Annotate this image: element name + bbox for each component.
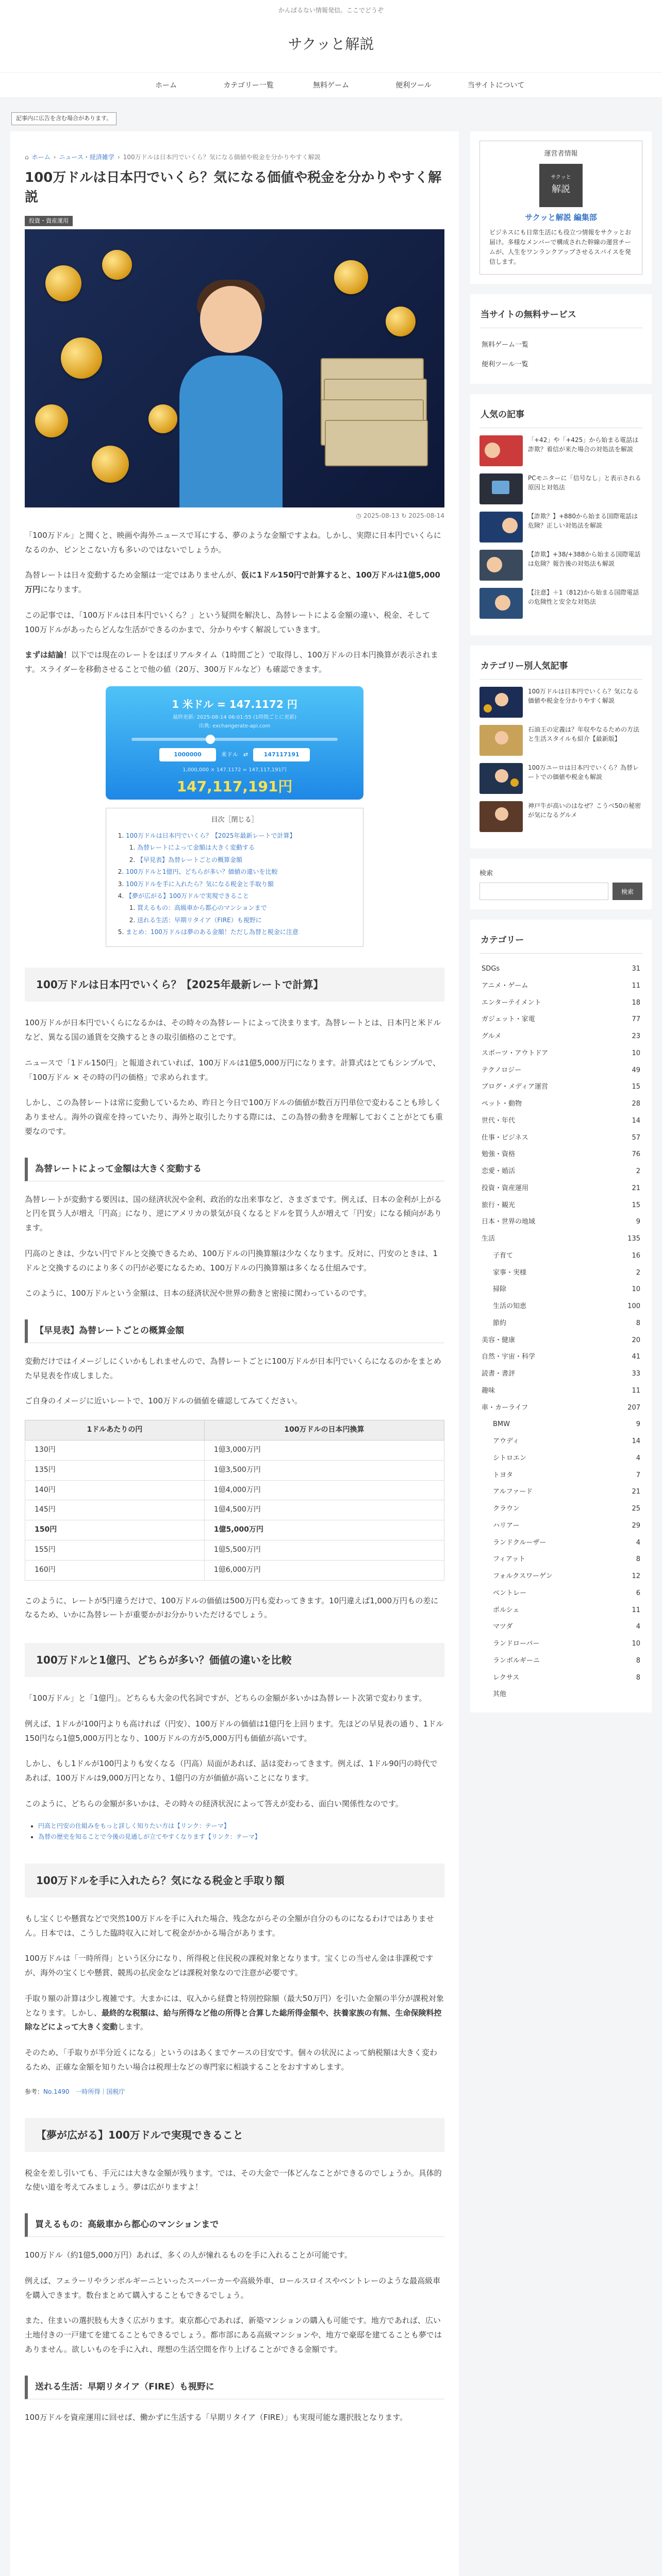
body-paragraph: 円高のときは、少ない円でドルと交換できるため、100万ドルの円換算額は少なくなります。反対に、円安のときは、1ドルと交換するのにより多くの円が必要になるため、100万ドルの円換算額は多くなる仕組みです。: [25, 1248, 438, 1273]
table-row: 155円 1億5,500万円: [25, 1540, 444, 1561]
category-count: 57: [632, 1133, 640, 1142]
category-count: 4: [636, 1623, 640, 1631]
swap-icon: ⇄: [243, 751, 249, 758]
category-link[interactable]: [479, 1011, 642, 1028]
category-name: グルメ: [482, 1032, 502, 1041]
reference: 参考：No.1490 一時所得｜国税庁: [25, 2088, 125, 2095]
popular-widget: [470, 394, 652, 635]
category-count: 76: [632, 1150, 640, 1159]
category-name: 掃除: [493, 1285, 507, 1294]
subcategory-link[interactable]: [479, 1636, 642, 1653]
table-row: 150円 1億5,000万円: [25, 1520, 444, 1540]
popular-article[interactable]: 【詐欺？】+880から始まる国際電話は危険？正しい対処法を解説: [479, 512, 642, 543]
section-heading: 100万ドルは日本円でいくら？【2025年最新レートで計算】: [25, 968, 444, 1002]
ad-notice: 記事内に広告を含む場合があります。: [11, 112, 117, 125]
body-paragraph: しかし、もし1ドルが100円よりも安くなる（円高）局面があれば、話は変わってきます。例えば、1ドル90円の時代であれば、100万ドルは9,000万円となり、1億円の方が価値が高いことになります。: [25, 1759, 438, 1783]
subcategory-link[interactable]: [479, 1686, 642, 1703]
category-count: 25: [632, 1505, 640, 1513]
currency-calculator: [106, 686, 363, 800]
category-count: 6: [636, 1589, 640, 1597]
breadcrumb: [25, 152, 444, 162]
body-paragraph: ご自身のイメージに近いレートで、100万ドルの価値を確認してみてください。: [25, 1396, 302, 1406]
category-name: 旅行・観光: [482, 1201, 516, 1209]
updated-date: 2025-08-14: [408, 512, 444, 520]
category-name: シトロエン: [493, 1454, 527, 1462]
category-name: トヨタ: [493, 1471, 514, 1479]
category-name: 仕事・ビジネス: [482, 1133, 528, 1142]
category-link[interactable]: [479, 1231, 642, 1248]
category-count: 10: [632, 1640, 640, 1648]
subcategory-link[interactable]: [479, 1619, 642, 1636]
category-name: 子育て: [493, 1251, 514, 1260]
category-name: 投資・資産運用: [482, 1184, 529, 1192]
section-heading: 100万ドルと1億円、どちらが多い？価値の違いを比較: [25, 1643, 444, 1677]
subcategory-link[interactable]: [479, 1568, 642, 1585]
category-count: 7: [636, 1471, 640, 1479]
category-count: 8: [636, 1319, 640, 1327]
body-paragraph: 為替レートが変動する要因は、国の経済状況や金利、政治的な出来事など、さまざまです。例えば、日本の金利が上がると円を買う人が増え「円高」になり、逆にアメリカの景気が良くなるとドルを買う人が増えて「円安」になる傾向があります。: [25, 1194, 442, 1233]
body-paragraph: このように、どちらの金額が多いかは、その時々の経済状況によって答えが変わる、面白い関係性なのです。: [25, 1799, 403, 1808]
subcategory-link[interactable]: [479, 1248, 642, 1265]
category-count: 21: [632, 1184, 640, 1192]
toc-title[interactable]: 目次［閉じる］: [211, 816, 258, 824]
category-name: テクノロジー: [482, 1066, 522, 1074]
category-name: エンターテイメント: [482, 998, 541, 1007]
search-label: 検索: [479, 870, 493, 878]
category-count: 4: [636, 1454, 640, 1462]
category-name: アニメ・ゲーム: [482, 981, 528, 990]
category-name: ハリアー: [493, 1521, 520, 1530]
subcategory-link[interactable]: [479, 1416, 642, 1433]
body-paragraph: 「100万ドル」と「1億円」。どちらも大金の代名詞ですが、どちらの金額が多いかは為替レート次第で変わります。: [25, 1693, 427, 1703]
body-paragraph: 手取り額の計算は少し複雑です。大まかには、収入から経費と特別控除額（最大50万円）を引いた金額の半分が課税対象となります。しかし、最終的な税額は、給与所得など他の所得と合算した総所得金額や、扶養家族の有無、生命保険料控除などによって大きく変動します。: [25, 1993, 444, 2032]
category-count: 18: [632, 998, 640, 1007]
category-count: 8: [636, 1656, 640, 1665]
category-name: スポーツ・アウトドア: [482, 1049, 549, 1057]
category-link[interactable]: [479, 1349, 642, 1366]
toc-link[interactable]: 100万ドルを手に入れたら？気になる税金と手取り額: [126, 880, 274, 888]
subcategory-link[interactable]: [479, 1653, 642, 1670]
category-count: 33: [632, 1370, 640, 1378]
rate-table: [25, 1420, 444, 1580]
category-name: 趣味: [482, 1386, 495, 1395]
category-name: 節約: [493, 1319, 507, 1327]
category-link[interactable]: [479, 1214, 642, 1231]
profile-widget: [470, 131, 652, 284]
jpy-output[interactable]: 147117191: [253, 748, 310, 761]
article-thumbnail: [479, 473, 523, 504]
category-count: 2: [636, 1268, 640, 1277]
nav-home[interactable]: ホーム: [155, 81, 177, 90]
profile-name[interactable]: サクッと解説 編集部: [525, 213, 597, 223]
category-name: ペット・動物: [482, 1100, 522, 1108]
subcategory-link[interactable]: [479, 1670, 642, 1687]
category-count: 207: [627, 1403, 640, 1412]
search-widget: [470, 859, 652, 909]
category-count: 31: [632, 965, 640, 973]
category-name: ブログ・メディア運営: [482, 1083, 548, 1091]
category-count: 77: [632, 1015, 640, 1024]
article-thumbnail: [479, 550, 523, 581]
usd-input[interactable]: 1000000: [159, 748, 216, 761]
intro-paragraph: 「100万ドル」と聞くと、映画や海外ニュースで耳にする、夢のような金額ですよね。しかし、実際に日本円でいくらになるのか、ピンとこない方も多いのではないでしょうか。: [25, 530, 441, 554]
subsection-heading: 【早見表】為替レートごとの概算金額: [25, 1319, 444, 1343]
category-count: 14: [632, 1116, 640, 1125]
slider-knob[interactable]: [206, 735, 215, 744]
table-row: 140円 1億4,000万円: [25, 1480, 444, 1500]
subcategory-link[interactable]: [479, 1315, 642, 1332]
category-link[interactable]: [479, 1197, 642, 1214]
category-name: SDGs: [482, 965, 500, 973]
category-count: 23: [632, 1032, 640, 1041]
category-name: ランドローバー: [493, 1640, 540, 1648]
category-link[interactable]: [479, 1045, 642, 1062]
category-link[interactable]: [479, 1400, 642, 1417]
category-name: 美容・健康: [482, 1336, 516, 1344]
category-count: 15: [632, 1083, 640, 1091]
category-name: 其他: [493, 1690, 507, 1699]
category-count: 20: [632, 1336, 640, 1344]
service-link[interactable]: 無料ゲーム一覧: [482, 341, 529, 349]
main-content: [10, 131, 459, 2576]
article-thumbnail: [479, 588, 523, 619]
body-paragraph: 例えば、フェラーリやランボルギーニといったスーパーカーや高級外車、ロールスロイスやベントレーのような最高級車を購入できます。数台まとめて購入することもできるでしょう。: [25, 2276, 441, 2300]
body-paragraph: 100万ドルが日本円でいくらになるかは、その時々の為替レートによって決まります。為替レートとは、日本円と米ドルなど、異なる国の通貨を交換するときの取引価格のことです。: [25, 1018, 441, 1042]
clock-icon: ◷: [356, 512, 361, 520]
category-link[interactable]: [479, 1180, 642, 1197]
body-paragraph: 100万ドルを資産運用に回せば、働かずに生活する「早期リタイア（FIRE）」も実現可能な選択肢となります。: [25, 2412, 408, 2422]
category-link[interactable]: [479, 1366, 642, 1383]
subcategory-link[interactable]: [479, 1281, 642, 1298]
site-header: [0, 0, 662, 98]
category-count: 100: [627, 1302, 640, 1311]
category-name: レクサス: [493, 1673, 520, 1682]
category-name: クラウン: [493, 1505, 520, 1513]
eyecatch-image: [25, 229, 444, 507]
category-count: 21: [632, 1488, 640, 1496]
widget-title: カテゴリー: [479, 929, 642, 954]
table-row: 130円 1億3,000万円: [25, 1440, 444, 1461]
refresh-icon: ↻: [401, 512, 407, 520]
subcategory-link[interactable]: [479, 1467, 642, 1484]
category-link[interactable]: [479, 1028, 642, 1045]
category-name: 日本・世界の地域: [482, 1218, 536, 1226]
category-link[interactable]: [479, 1113, 642, 1130]
intro-paragraph: この記事では、「100万ドルは日本円でいくら？」という疑問を解決し、為替レートによる金額の違い、税金、そして100万ドルがあったらどんな生活ができるのかまで、分かりやすく解説していきます。: [25, 610, 431, 634]
category-popular-article[interactable]: 神戸牛が高いのはなぜ？こうべ50の秘密が気になるグルメ: [479, 801, 642, 832]
search-input[interactable]: [479, 883, 608, 900]
related-link[interactable]: 円高と円安の仕組みをもっと詳しく知りたい方は【リンク：テーマ】: [38, 1822, 230, 1829]
intro-paragraph: まずは結論！以下では現在のレートをほぼリアルタイム（1時間ごと）で取得し、100万ドルの日本円換算が表示されます。スライダーを移動させることで他の値（20万、300万ドルなど）も確認できます。: [25, 650, 438, 674]
category-name: 勉強・資格: [482, 1150, 516, 1159]
breadcrumb-home[interactable]: ホーム: [31, 154, 51, 161]
subcategory-link[interactable]: [479, 1298, 642, 1315]
category-count: 9: [636, 1420, 640, 1429]
category-name: ランボルギーニ: [493, 1656, 540, 1665]
published-date: 2025-08-13: [363, 512, 400, 520]
subcategory-link[interactable]: [479, 1484, 642, 1501]
nav-tools[interactable]: 便利ツール: [395, 81, 432, 90]
body-paragraph: もし宝くじや懸賞などで突然100万ドルを手に入れた場合、残念ながらその全額が自分のものになるわけではありません。日本では、こうした臨時収入に対して税金がかかる場合があります。: [25, 1913, 434, 1938]
services-widget: [470, 294, 652, 384]
category-name: 車・カーライフ: [482, 1403, 528, 1412]
banknotes-illustration: [321, 358, 429, 477]
body-paragraph: このように、100万ドルという金額は、日本の経済状況や世界の動きと密接に関わっているのです。: [25, 1289, 372, 1298]
subcategory-link[interactable]: [479, 1535, 642, 1552]
article-thumbnail: [479, 801, 523, 832]
chevron-right-icon: ›: [53, 154, 56, 161]
subcategory-link[interactable]: [479, 1551, 642, 1568]
body-paragraph: そのため、「手取りが半分近くになる」というのはあくまでケースの目安です。個々の状況によって納税額は大きく変わるため、正確な金額を知りたい場合は税理士などの専門家に相談することをおすすめします。: [25, 2048, 437, 2072]
category-count: 16: [632, 1251, 640, 1260]
body-paragraph: 100万ドルは「一時所得」という区分になり、所得税と住民税の課税対象となります。宝くじの当せん金は非課税ですが、海外の宝くじや懸賞、競馬の払戻金などは課税対象なので注意が必要です。: [25, 1954, 434, 1978]
home-icon: ⌂: [25, 154, 29, 161]
site-tagline: かんぱるない情報発信。ここでどうぞ: [278, 7, 384, 14]
category-name: アルファード: [493, 1488, 533, 1496]
subsection-heading: 送れる生活：早期リタイア（FIRE）も視野に: [25, 2376, 444, 2399]
calc-formula: 1,000,000 × 147.1172 = 147,117,191円: [183, 767, 287, 773]
related-link[interactable]: 為替の歴史を知ることで今後の見通しが立てやすくなります【リンク：テーマ】: [38, 1833, 261, 1841]
category-link[interactable]: [479, 1146, 642, 1163]
category-count: 11: [632, 981, 640, 990]
body-paragraph: 変動だけではイメージしにくいかもしれませんので、為替レートごとに100万ドルが日本円でいくらになるのかをまとめた早見表を作成しました。: [25, 1356, 441, 1380]
article-thumbnail: [479, 687, 523, 718]
category-badge[interactable]: 投資・資産運用: [25, 216, 73, 227]
category-name: マツダ: [493, 1623, 513, 1631]
section-heading: 100万ドルを手に入れたら？気になる税金と手取り額: [25, 1863, 444, 1897]
category-link[interactable]: [479, 1096, 642, 1113]
article-thumbnail: [479, 435, 523, 466]
category-link[interactable]: [479, 995, 642, 1012]
calc-result: 147,117,191円: [176, 777, 293, 795]
category-count: 10: [632, 1049, 640, 1057]
subcategory-link[interactable]: [479, 1433, 642, 1450]
category-name: 世代・年代: [482, 1116, 516, 1125]
category-popular-article[interactable]: 100万ユーロは日本円でいくら？為替レートでの価値や税金も解説: [479, 763, 642, 794]
popular-article[interactable]: 「+42」や「+425」から始まる電話は詐欺？着信が来た場合の対処法を解説: [479, 435, 642, 466]
category-count: 14: [632, 1437, 640, 1446]
popular-article[interactable]: 【注意】＋1（812)から始まる国際電話の危険性と安全な対処法: [479, 588, 642, 619]
usd-unit: 米ドル: [221, 751, 238, 758]
body-paragraph: また、住まいの選択肢も大きく広がります。東京都心であれば、新築マンションの購入も可能です。地方であれば、広い土地付きの一戸建てを建てることもできるでしょう。都市部にある高級マンションや、地方で豪邸を建てることも夢ではありません。欲しいものを手に入れ、理想の生活空間を作り上げることができる金額です。: [25, 2316, 442, 2354]
category-count: 11: [632, 1606, 640, 1614]
body-paragraph: しかし、この為替レートは常に変動しているため、昨日と今日で100万ドルの価値が数百万円単位で変わることも珍しくありません。海外の資産を持っていたり、海外と取引したりする際には、この為替の動きを理解しておくことがとても重要なのです。: [25, 1098, 443, 1136]
category-name: 自然・宇宙・科学: [482, 1353, 536, 1361]
category-popular-article[interactable]: 石油王の定義は？年収やなるための方法と生活スタイルも紹介【最新版】: [479, 725, 642, 756]
category-link[interactable]: [479, 1079, 642, 1096]
toc-link[interactable]: 100万ドルと1億円、どちらが多い？価値の違いを比較: [126, 868, 278, 876]
nav-about[interactable]: 当サイトについて: [467, 81, 525, 90]
widget-title: カテゴリー別人気記事: [479, 655, 642, 680]
category-link[interactable]: [479, 1163, 642, 1180]
category-name: 生活の知恵: [493, 1302, 527, 1311]
category-link[interactable]: [479, 1332, 642, 1349]
category-count: 12: [632, 1572, 640, 1581]
body-paragraph: ニュースで「1ドル150円」と報道されていれば、100万ドルは1億5,000万円になります。計算式はとてもシンプルで、「100万ドル × その時の円の価格」で求められます。: [25, 1058, 441, 1082]
category-link[interactable]: [479, 1062, 642, 1079]
table-row: 160円 1億6,000万円: [25, 1560, 444, 1580]
category-name: 恋愛・婚活: [482, 1167, 516, 1176]
category-count: 41: [632, 1353, 640, 1361]
table-header: 1ドルあたりの円: [25, 1420, 205, 1440]
profile-avatar: サクッと 解説: [539, 164, 583, 207]
category-name: フィアット: [493, 1555, 526, 1564]
body-paragraph: 例えば、1ドルが100円よりも高ければ（円安）、100万ドルの価値は1億円を上回ります。先ほどの早見表の通り、1ドル150円なら1億5,000万円となり、100万ドルの方が5,000万円も価値が高いです。: [25, 1719, 444, 1743]
subcategory-link[interactable]: [479, 1602, 642, 1619]
toc-link[interactable]: 買えるもの：高級車から都心のマンションまで: [137, 904, 267, 912]
article-thumbnail: [479, 763, 523, 794]
category-count: 8: [636, 1555, 640, 1564]
subsection-heading: 為替レートによって金額は大きく変動する: [25, 1158, 444, 1181]
popular-article[interactable]: PCモニターに「信号なし」と表示される原因と対処法: [479, 473, 642, 504]
category-count: 135: [627, 1235, 640, 1243]
table-row: 135円 1億3,500万円: [25, 1460, 444, 1480]
toc-link[interactable]: まとめ：100万ドルは夢のある金額！ただし為替と税金に注意: [126, 928, 299, 936]
reference-link[interactable]: No.1490 一時所得｜国税庁: [43, 2088, 125, 2095]
category-popular-article[interactable]: 100万ドルは日本円でいくら？気になる価値や税金を分かりやすく解説: [479, 687, 642, 718]
profile-heading: 運営者情報: [544, 150, 578, 158]
category-popular-widget: [470, 646, 652, 849]
subcategory-link[interactable]: [479, 1518, 642, 1535]
table-row: 145円 1億4,500万円: [25, 1500, 444, 1520]
subcategory-link[interactable]: [479, 1450, 642, 1467]
category-count: 15: [632, 1201, 640, 1209]
category-count: 8: [636, 1673, 640, 1682]
section-heading: 【夢が広がる】100万ドルで実現できること: [25, 2118, 444, 2152]
breadcrumb-category[interactable]: ニュース・経済雑学: [59, 154, 114, 161]
category-link[interactable]: [479, 1383, 642, 1400]
widget-title: 当サイトの無料サービス: [479, 303, 642, 328]
amount-slider[interactable]: [131, 738, 338, 741]
nav-categories[interactable]: カテゴリー一覧: [223, 81, 274, 90]
rate-updated: 最終更新: 2025-08-14 06:01:55 (1時間ごとに更新): [172, 714, 297, 720]
category-count: 4: [636, 1538, 640, 1547]
service-link[interactable]: 便利ツール一覧: [482, 361, 528, 369]
category-count: 11: [632, 1386, 640, 1395]
chevron-right-icon: ›: [117, 154, 120, 161]
category-name: フォルクスワーゲン: [493, 1572, 553, 1581]
subsection-heading: 買えるもの：高級車から都心のマンションまで: [25, 2213, 444, 2237]
toc-link[interactable]: 100万ドルは日本円でいくら？【2025年最新レートで計算】: [126, 832, 296, 839]
exchange-rate: 1 米ドル = 147.1172 円: [172, 698, 297, 710]
category-count: 9: [636, 1218, 640, 1226]
categories-widget: [470, 920, 652, 1713]
toc-link[interactable]: 【早見表】為替レートごとの概算金額: [137, 856, 243, 863]
toc-link[interactable]: 為替レートによって金額は大きく変動する: [137, 844, 255, 852]
category-name: ポルシェ: [493, 1606, 520, 1614]
category-link[interactable]: [479, 961, 642, 978]
category-name: BMW: [493, 1420, 510, 1429]
category-count: 49: [632, 1066, 640, 1074]
breadcrumb-current: 100万ドルは日本円でいくら？気になる価値や税金を分かりやすく解説: [123, 154, 321, 161]
subcategory-link[interactable]: [479, 1501, 642, 1518]
article-title: 100万ドルは日本円でいくら？気になる価値や税金を分かりやすく解説: [25, 170, 442, 206]
article-thumbnail: [479, 725, 523, 756]
category-count: 29: [632, 1521, 640, 1530]
global-nav: [0, 72, 662, 98]
category-link[interactable]: [479, 1130, 642, 1147]
site-title[interactable]: サクッと解説: [288, 36, 374, 53]
category-link[interactable]: [479, 978, 642, 995]
article-thumbnail: [479, 512, 523, 543]
nav-free-games[interactable]: 無料ゲーム: [313, 81, 349, 90]
search-button[interactable]: 検索: [613, 883, 642, 900]
post-dates: [25, 511, 444, 521]
subcategory-link[interactable]: [479, 1585, 642, 1602]
category-count: 28: [632, 1100, 640, 1108]
category-name: ベントレー: [493, 1589, 527, 1597]
rate-source: 出典: exchangerate-api.com: [198, 723, 271, 729]
body-paragraph: 100万ドル（約1億5,000万円）あれば、多くの人が憧れるものを手に入れることが可能です。: [25, 2250, 352, 2260]
intro-paragraph: 為替レートは日々変動するため金額は一定ではありませんが、仮に1ドル150円で計算すると、100万ドルは1億5,000万円になります。: [25, 570, 440, 595]
body-paragraph: 税金を差し引いても、手元には大きな金額が残ります。では、その大金で一体どんなことができるのでしょうか。具体的な使い道を考えてみましょう。夢は広がりますよ！: [25, 2168, 442, 2192]
category-name: 読書・書評: [482, 1370, 516, 1378]
table-of-contents: [106, 808, 363, 947]
category-name: 家事・実様: [493, 1268, 527, 1277]
category-count: 10: [632, 1285, 640, 1294]
person-illustration: [179, 286, 283, 502]
related-links: [38, 1821, 444, 1843]
category-name: ガジェット・家電: [482, 1015, 535, 1024]
popular-article[interactable]: 【詐欺】+38/+388から始まる国際電話は危険？報告後の対処法も解説: [479, 550, 642, 581]
profile-description: ビジネスにも日常生活にも役立つ情報をサクッとお届け。多様なメンバーで構成された幹線の運営チームが、人生をワンランクアップさせるスパイスを発信します。: [489, 228, 632, 266]
category-name: 生活: [482, 1235, 495, 1243]
widget-title: 人気の記事: [479, 403, 642, 428]
body-paragraph: このように、レートが5円違うだけで、100万ドルの価値は500万円も変わってきます。10円違えば1,000万円もの差になるため、いかに為替レートが重要かがお分かりいただけるでしょう。: [25, 1596, 439, 1620]
subcategory-link[interactable]: [479, 1265, 642, 1282]
toc-link[interactable]: 【夢が広がる】100万ドルで実現できること: [126, 892, 249, 900]
category-count: 2: [636, 1167, 640, 1176]
category-name: ランドクルーザー: [493, 1538, 547, 1547]
category-name: アウディ: [493, 1437, 519, 1446]
toc-link[interactable]: 送れる生活：早期リタイア（FIRE）も視野に: [137, 916, 262, 924]
sidebar: [470, 131, 652, 1723]
table-header: 100万ドルの日本円換算: [204, 1420, 444, 1440]
